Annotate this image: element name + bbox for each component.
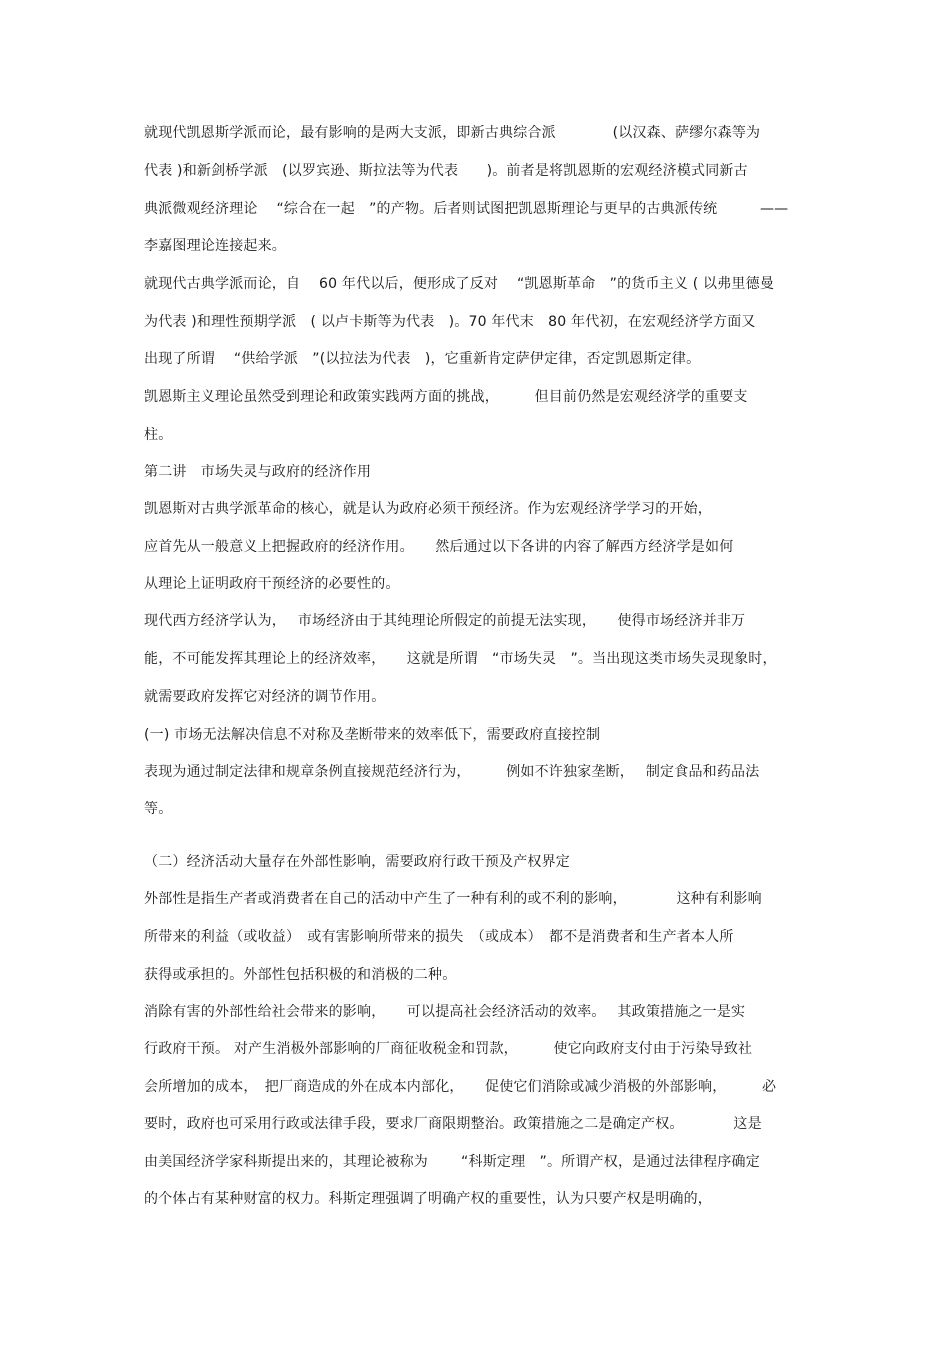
text-line: 表现为通过制定法律和规章条例直接规范经济行为， 例如不许独家垄断， 制定食品和药品法 xyxy=(144,764,760,780)
text-line: 要时，政府也可采用行政或法律手段，要求厂商限期整治。政策措施之二是确定产权。 这是 xyxy=(144,1116,762,1132)
text-line: 外部性是指生产者或消费者在自己的活动中产生了一种有利的或不利的影响， 这种有利影响 xyxy=(144,891,762,907)
text-line: 消除有害的外部性给社会带来的影响， 可以提高社会经济活动的效率。 其政策措施之一是实 xyxy=(144,1004,746,1020)
text-line: 能，不可能发挥其理论上的经济效率， 这就是所谓 “市场失灵 ”。当出现这类市场失灵现象时， xyxy=(144,651,777,667)
text-line: 就现代凯恩斯学派而论，最有影响的是两大支派，即新古典综合派 (以汉森、萨缪尔森等为 xyxy=(144,125,761,141)
text-line: 凯恩斯对古典学派革命的核心，就是认为政府必须干预经济。作为宏观经济学学习的开始， xyxy=(144,501,712,517)
text-line: 的个体占有某种财富的权力。科斯定理强调了明确产权的重要性，认为只要产权是明确的， xyxy=(144,1191,712,1207)
text-line: 会所增加的成本， 把厂商造成的外在成本内部化， 促使它们消除或减少消极的外部影响， 必 xyxy=(144,1079,777,1095)
text-line: 就需要政府发挥它对经济的调节作用。 xyxy=(144,689,386,705)
subsection-heading: （二）经济活动大量存在外部性影响，需要政府行政干预及产权界定 xyxy=(144,854,570,870)
text-line: 应首先从一般意义上把握政府的经济作用。 然后通过以下各讲的内容了解西方经济学是如何 xyxy=(144,539,734,555)
text-line: 就现代古典学派而论，自 60 年代以后，便形成了反对 “凯恩斯革命 ”的货币主义 ( 以弗里德曼 xyxy=(144,276,775,292)
text-line: 行政府干预。 对产生消极外部影响的厂商征收税金和罚款， 使它向政府支付由于污染导致社 xyxy=(144,1041,753,1057)
text-line: 从理论上证明政府干预经济的必要性的。 xyxy=(144,576,400,592)
text-line: 所带来的利益（或收益） 或有害影响所带来的损失 （或成本） 都不是消费者和生产者本人所 xyxy=(144,929,734,945)
text-line: 获得或承担的。外部性包括积极的和消极的二种。 xyxy=(144,967,457,983)
text-line: 等。 xyxy=(144,801,173,817)
text-line: 典派微观经济理论 “综合在一起 ”的产物。后者则试图把凯恩斯理论与更早的古典派传统 —— xyxy=(144,201,789,217)
text-line: 为代表 )和理性预期学派 ( 以卢卡斯等为代表 )。70 年代末 80 年代初，在宏观经济学方面又 xyxy=(144,314,756,330)
section-heading: 第二讲 市场失灵与政府的经济作用 xyxy=(144,464,372,480)
text-line: 由美国经济学家科斯提出来的，其理论被称为 “科斯定理 ”。所谓产权，是通过法律程序确定 xyxy=(144,1154,760,1170)
text-line: 出现了所谓 “供给学派 ”(以拉法为代表 )，它重新肯定萨伊定律，否定凯恩斯定律。 xyxy=(144,351,701,367)
text-line: 李嘉图理论连接起来。 xyxy=(144,238,286,254)
text-line: 代表 )和新剑桥学派 (以罗宾逊、斯拉法等为代表 )。前者是将凯恩斯的宏观经济模式同新古 xyxy=(144,163,748,179)
subsection-heading: (一) 市场无法解决信息不对称及垄断带来的效率低下，需要政府直接控制 xyxy=(144,727,601,743)
text-line: 凯恩斯主义理论虽然受到理论和政策实践两方面的挑战， 但目前仍然是宏观经济学的重要支 xyxy=(144,389,748,405)
text-line: 现代西方经济学认为， 市场经济由于其纯理论所假定的前提无法实现， 使得市场经济并非万 xyxy=(144,613,746,629)
text-line: 柱。 xyxy=(144,427,173,443)
